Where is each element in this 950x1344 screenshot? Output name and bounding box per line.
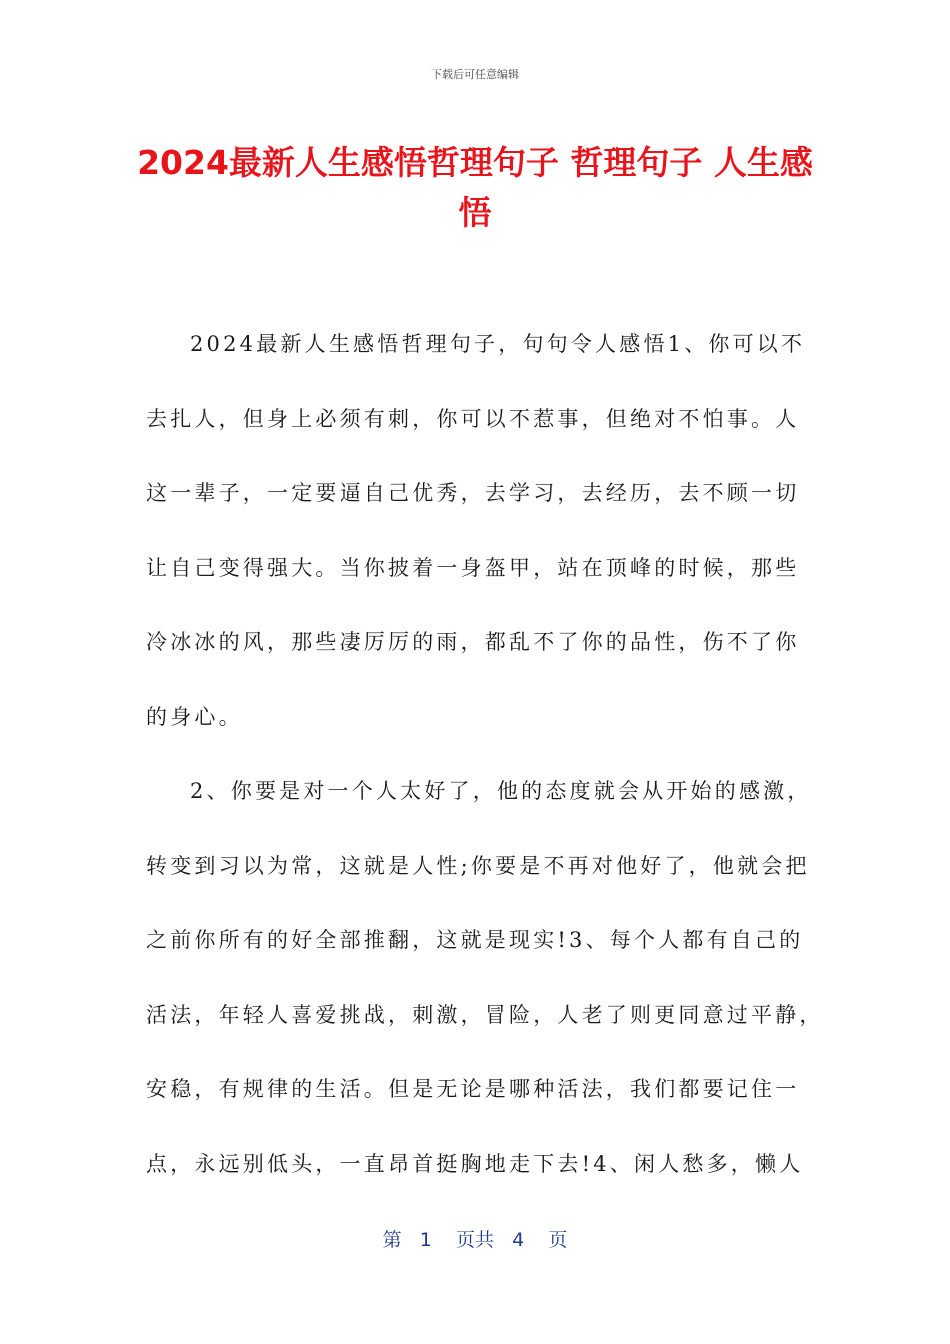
body-line: 冷冰冰的风，那些凄厉厉的雨，都乱不了你的品性，伤不了你 bbox=[146, 630, 800, 654]
body-line: 让自己变得强大。当你披着一身盔甲，站在顶峰的时候，那些 bbox=[146, 555, 800, 580]
body-line: 2024最新人生感悟哲理句子，句句令人感悟1、你可以不 bbox=[190, 332, 806, 356]
page-prefix: 第 bbox=[382, 1229, 402, 1251]
current-page: 1 bbox=[419, 1229, 432, 1251]
document-body bbox=[146, 314, 824, 1208]
body-line: 2、你要是对一个人太好了，他的态度就会从开始的感激， bbox=[190, 779, 812, 803]
page-number-footer bbox=[0, 1225, 950, 1252]
body-line: 之前你所有的好全部推翻，这就是现实!3、每个人都有自己的 bbox=[146, 928, 804, 952]
body-line: 的身心。 bbox=[146, 704, 243, 729]
header-note: 下载后可任意编辑 bbox=[431, 68, 519, 81]
body-line: 活法，年轻人喜爱挑战，刺激，冒险，人老了则更同意过平静， bbox=[146, 1002, 824, 1027]
page-mid: 页共 bbox=[455, 1229, 494, 1251]
page-suffix: 页 bbox=[548, 1229, 568, 1251]
body-line: 去扎人，但身上必须有刺，你可以不惹事，但绝对不怕事。人 bbox=[146, 406, 800, 431]
body-line: 转变到习以为常，这就是人性;你要是不再对他好了，他就会把 bbox=[146, 853, 810, 878]
total-pages: 4 bbox=[512, 1229, 525, 1251]
body-line: 这一辈子，一定要逼自己优秀，去学习，去经历，去不顾一切 bbox=[146, 481, 800, 505]
body-line: 安稳，有规律的生活。但是无论是哪种活法，我们都要记住一 bbox=[146, 1077, 800, 1101]
document-title: 2024最新人生感悟哲理句子 哲理句子 人生感悟 bbox=[137, 143, 813, 232]
body-line: 点，永远别低头，一直昂首挺胸地走下去!4、闲人愁多，懒人 bbox=[146, 1151, 804, 1176]
